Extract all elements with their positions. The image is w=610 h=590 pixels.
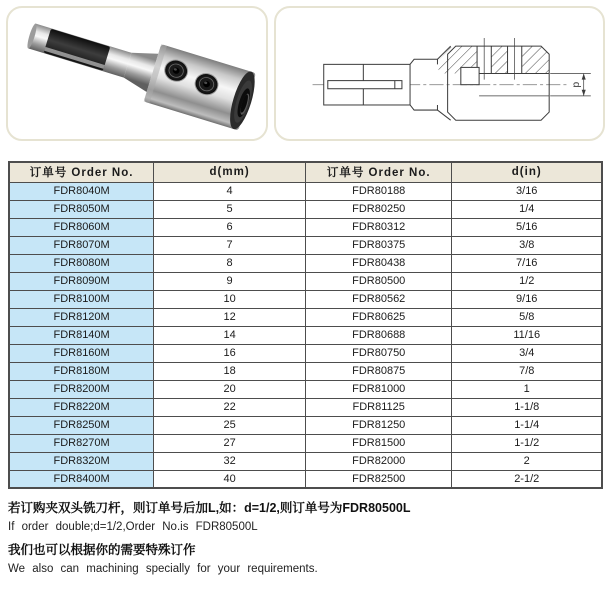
diameter-in: 7/8 xyxy=(452,362,602,380)
table-row xyxy=(9,326,602,344)
column-header: 订单号 Order No. xyxy=(305,162,451,182)
table-row xyxy=(9,200,602,218)
table-row xyxy=(9,254,602,272)
diameter-in: 2 xyxy=(452,452,602,470)
order-no-inch: FDR80250 xyxy=(305,200,451,218)
table-header-row xyxy=(9,162,602,182)
diameter-mm: 16 xyxy=(154,344,306,362)
order-no-metric: FDR8080M xyxy=(9,254,154,272)
order-no-metric: FDR8060M xyxy=(9,218,154,236)
order-no-metric: FDR8070M xyxy=(9,236,154,254)
note-double-end-zh: 若订购夹双头铣刀杆，则订单号后加L,如：d=1/2,则订单号为FDR80500L xyxy=(8,501,411,515)
table-row xyxy=(9,344,602,362)
order-no-inch: FDR80375 xyxy=(305,236,451,254)
order-no-metric: FDR8220M xyxy=(9,398,154,416)
note-custom-zh: 我们也可以根据你的需要特殊订作 xyxy=(8,543,196,557)
table-row xyxy=(9,398,602,416)
order-no-inch: FDR81250 xyxy=(305,416,451,434)
diameter-mm: 12 xyxy=(154,308,306,326)
table-row xyxy=(9,362,602,380)
column-header: d(in) xyxy=(452,162,602,182)
order-no-metric: FDR8270M xyxy=(9,434,154,452)
order-no-metric: FDR8250M xyxy=(9,416,154,434)
diameter-mm: 5 xyxy=(154,200,306,218)
technical-drawing-panel xyxy=(274,6,605,141)
order-no-metric: FDR8320M xyxy=(9,452,154,470)
diameter-in: 1-1/8 xyxy=(452,398,602,416)
order-no-inch: FDR80875 xyxy=(305,362,451,380)
diameter-mm: 25 xyxy=(154,416,306,434)
diameter-in: 7/16 xyxy=(452,254,602,272)
table-row xyxy=(9,236,602,254)
order-no-inch: FDR80562 xyxy=(305,290,451,308)
column-header: 订单号 Order No. xyxy=(9,162,154,182)
footnotes xyxy=(8,498,602,579)
diameter-in: 3/8 xyxy=(452,236,602,254)
order-no-inch: FDR80750 xyxy=(305,344,451,362)
order-no-inch: FDR80438 xyxy=(305,254,451,272)
diameter-in: 5/8 xyxy=(452,308,602,326)
drawing-step-block xyxy=(461,67,479,84)
diameter-in: 1-1/2 xyxy=(452,434,602,452)
table-row xyxy=(9,308,602,326)
diameter-mm: 9 xyxy=(154,272,306,290)
table-row xyxy=(9,272,602,290)
product-photo-panel xyxy=(6,6,268,141)
table-row xyxy=(9,434,602,452)
diameter-mm: 18 xyxy=(154,362,306,380)
product-photo xyxy=(8,8,266,139)
drawing-slot xyxy=(328,81,402,89)
diameter-mm: 27 xyxy=(154,434,306,452)
diameter-mm: 40 xyxy=(154,470,306,488)
order-no-inch: FDR82500 xyxy=(305,470,451,488)
order-no-inch: FDR80188 xyxy=(305,182,451,200)
diameter-mm: 8 xyxy=(154,254,306,272)
order-no-metric: FDR8160M xyxy=(9,344,154,362)
order-no-metric: FDR8040M xyxy=(9,182,154,200)
table-row xyxy=(9,380,602,398)
order-no-inch: FDR82000 xyxy=(305,452,451,470)
order-no-inch: FDR81500 xyxy=(305,434,451,452)
order-no-metric: FDR8400M xyxy=(9,470,154,488)
diameter-in: 3/4 xyxy=(452,344,602,362)
diameter-in: 11/16 xyxy=(452,326,602,344)
diameter-mm: 7 xyxy=(154,236,306,254)
order-no-metric: FDR8180M xyxy=(9,362,154,380)
diameter-mm: 32 xyxy=(154,452,306,470)
size-table xyxy=(8,161,603,489)
diameter-in: 3/16 xyxy=(452,182,602,200)
order-no-metric: FDR8100M xyxy=(9,290,154,308)
diameter-mm: 10 xyxy=(154,290,306,308)
order-no-metric: FDR8140M xyxy=(9,326,154,344)
diameter-mm: 20 xyxy=(154,380,306,398)
diameter-mm: 4 xyxy=(154,182,306,200)
table-body xyxy=(9,182,602,488)
order-no-inch: FDR80312 xyxy=(305,218,451,236)
order-no-inch: FDR80688 xyxy=(305,326,451,344)
dimension-label: d xyxy=(570,81,582,88)
diameter-mm: 22 xyxy=(154,398,306,416)
diameter-in: 2-1/2 xyxy=(452,470,602,488)
technical-drawing xyxy=(276,8,603,139)
diameter-mm: 14 xyxy=(154,326,306,344)
note-double-end-en: If order double;d=1/2,Order No.is FDR80500L xyxy=(8,521,258,533)
table-row xyxy=(9,290,602,308)
order-no-metric: FDR8200M xyxy=(9,380,154,398)
top-row xyxy=(0,0,610,141)
table-row xyxy=(9,470,602,488)
table-row xyxy=(9,182,602,200)
column-header: d(mm) xyxy=(154,162,306,182)
diameter-in: 1-1/4 xyxy=(452,416,602,434)
order-no-metric: FDR8120M xyxy=(9,308,154,326)
table-row xyxy=(9,218,602,236)
table-row xyxy=(9,452,602,470)
diameter-in: 5/16 xyxy=(452,218,602,236)
order-no-metric: FDR8050M xyxy=(9,200,154,218)
diameter-in: 1 xyxy=(452,380,602,398)
table-row xyxy=(9,416,602,434)
order-no-inch: FDR81000 xyxy=(305,380,451,398)
order-no-metric: FDR8090M xyxy=(9,272,154,290)
diameter-mm: 6 xyxy=(154,218,306,236)
diameter-in: 1/4 xyxy=(452,200,602,218)
diameter-in: 9/16 xyxy=(452,290,602,308)
diameter-in: 1/2 xyxy=(452,272,602,290)
order-no-inch: FDR80500 xyxy=(305,272,451,290)
order-no-inch: FDR81125 xyxy=(305,398,451,416)
order-no-inch: FDR80625 xyxy=(305,308,451,326)
note-custom-en: We also can machining specially for your requirements. xyxy=(8,563,318,575)
